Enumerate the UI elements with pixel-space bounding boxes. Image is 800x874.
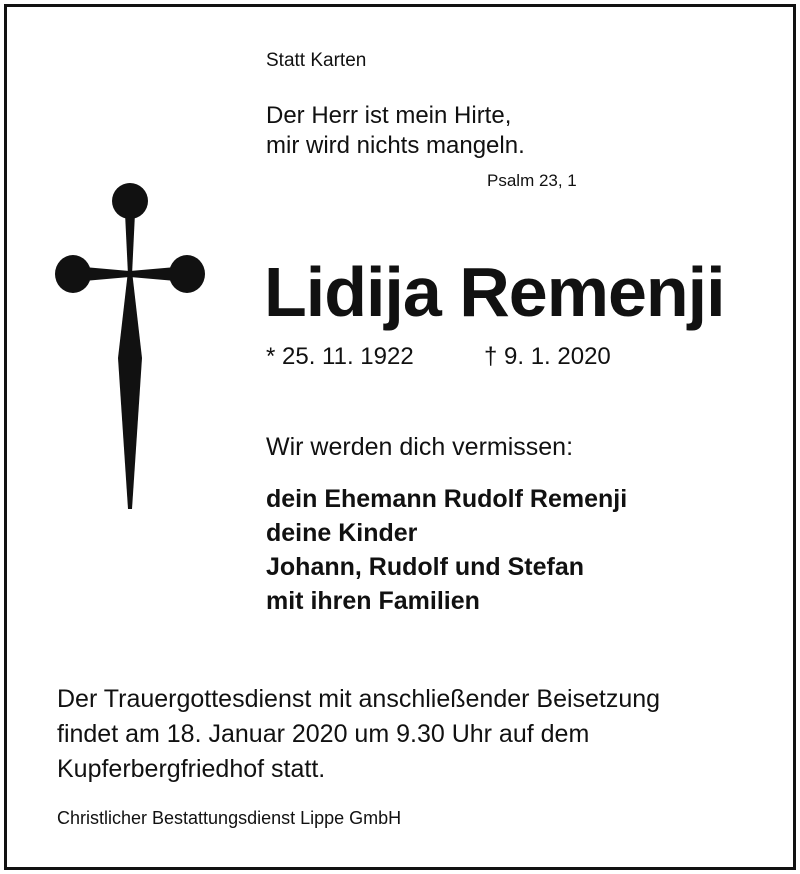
heading-statt-karten: Statt Karten: [266, 50, 367, 71]
service-info: [57, 682, 660, 787]
service-line: Kupferbergfriedhof statt.: [57, 755, 326, 783]
mourners-list: [266, 482, 627, 618]
mourner-line: mit ihren Familien: [266, 587, 480, 615]
verse-line: mir wird nichts mangeln.: [266, 132, 525, 159]
funeral-home: Christlicher Bestattungsdienst Lippe GmbH: [57, 808, 402, 828]
service-line: findet am 18. Januar 2020 um 9.30 Uhr auf dem: [57, 720, 590, 748]
service-line: Der Trauergottesdienst mit anschließender Beisetzung: [57, 685, 661, 713]
death-date: † 9. 1. 2020: [484, 343, 611, 370]
verse-line: Der Herr ist mein Hirte,: [266, 102, 512, 129]
mourner-line: deine Kinder: [266, 519, 418, 547]
verse-source: Psalm 23, 1: [487, 171, 577, 190]
deceased-name: Lidija Remenji: [264, 253, 725, 331]
mourner-line: Johann, Rudolf und Stefan: [266, 553, 585, 581]
mourner-line: dein Ehemann Rudolf Remenji: [266, 485, 628, 513]
miss-text: Wir werden dich vermissen:: [266, 433, 574, 461]
cross-icon: [54, 183, 206, 513]
bible-verse: [266, 101, 525, 161]
birth-date: * 25. 11. 1922: [266, 343, 414, 370]
